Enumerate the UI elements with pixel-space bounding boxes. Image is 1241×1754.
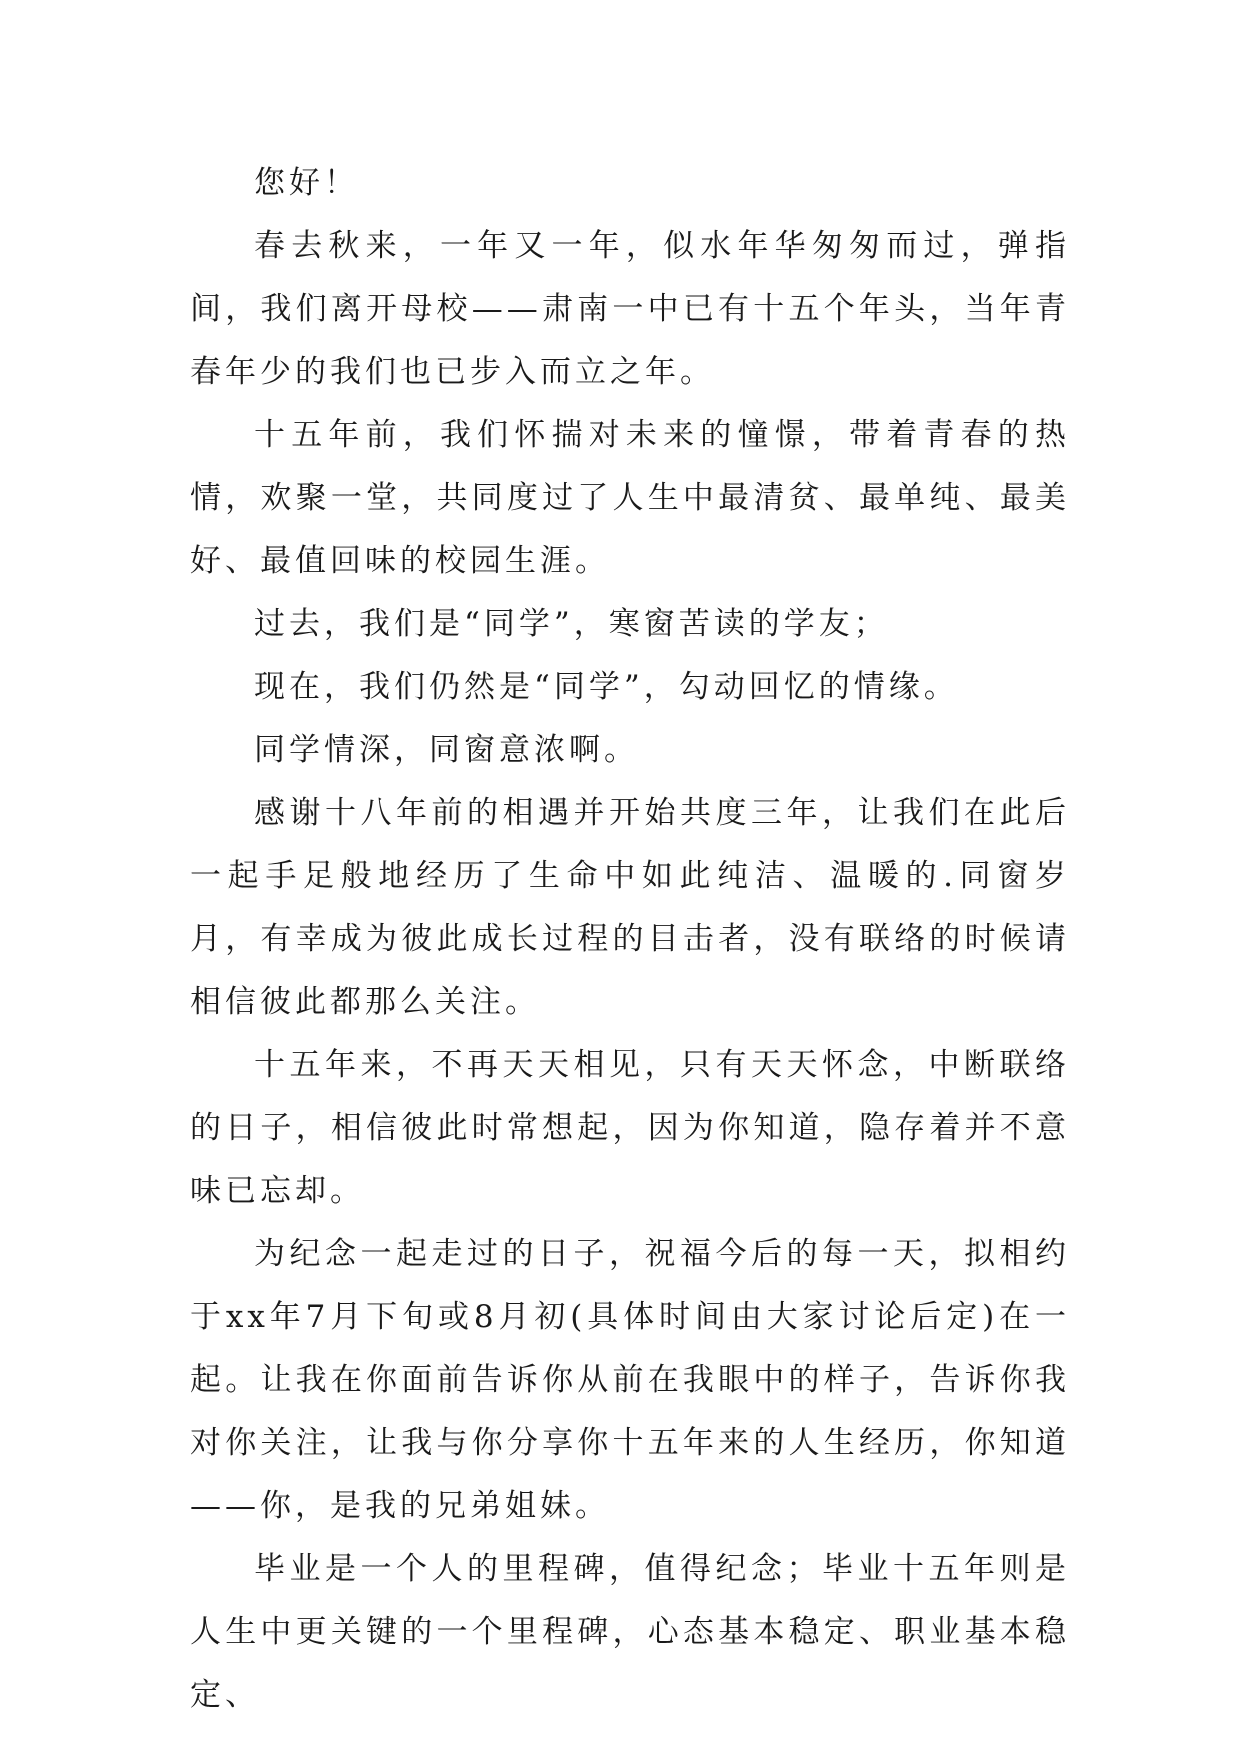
body-paragraph: 过去，我们是“同学”，寒窗苦读的学友； [254,606,889,642]
body-paragraph: 春去秋来，一年又一年，似水年华匆匆而过，弹指间，我们离开母校——肃南一中已有十五个年头，当年青春年少的我们也已步入而立之年。 [190,228,1070,390]
body-paragraph: 十五年前，我们怀揣对未来的憧憬，带着青春的热情，欢聚一堂，共同度过了人生中最清贫、最单纯、最美好、最值回味的校园生涯。 [190,417,1070,579]
body-paragraph: 为纪念一起走过的日子，祝福今后的每一天，拟相约于xx年7月下旬或8月初(具体时间由大家讨论后定)在一起。让我在你面前告诉你从前在我眼中的样子，告诉你我对你关注，让我与你分享你十五年来的人生经历，你知道——你，是我的兄弟姐妹。 [190,1236,1070,1524]
body-paragraph: 同学情深，同窗意浓啊。 [254,732,639,768]
body-paragraph: 毕业是一个人的里程碑，值得纪念；毕业十五年则是人生中更关键的一个里程碑，心态基本稳定、职业基本稳定、 [190,1551,1070,1713]
body-paragraph: 感谢十八年前的相遇并开始共度三年，让我们在此后一起手足般地经历了生命中如此纯洁、温暖的.同窗岁月，有幸成为彼此成长过程的目击者，没有联络的时候请相信彼此都那么关注。 [190,795,1070,1020]
body-paragraph: 现在，我们仍然是“同学”，勾动回忆的情缘。 [254,669,959,705]
body-paragraph: 十五年来，不再天天相见，只有天天怀念，中断联络的日子，相信彼此时常想起，因为你知道，隐存着并不意味已忘却。 [190,1047,1070,1209]
greeting-paragraph: 您好！ [254,165,359,201]
letter-body [190,152,1070,1727]
